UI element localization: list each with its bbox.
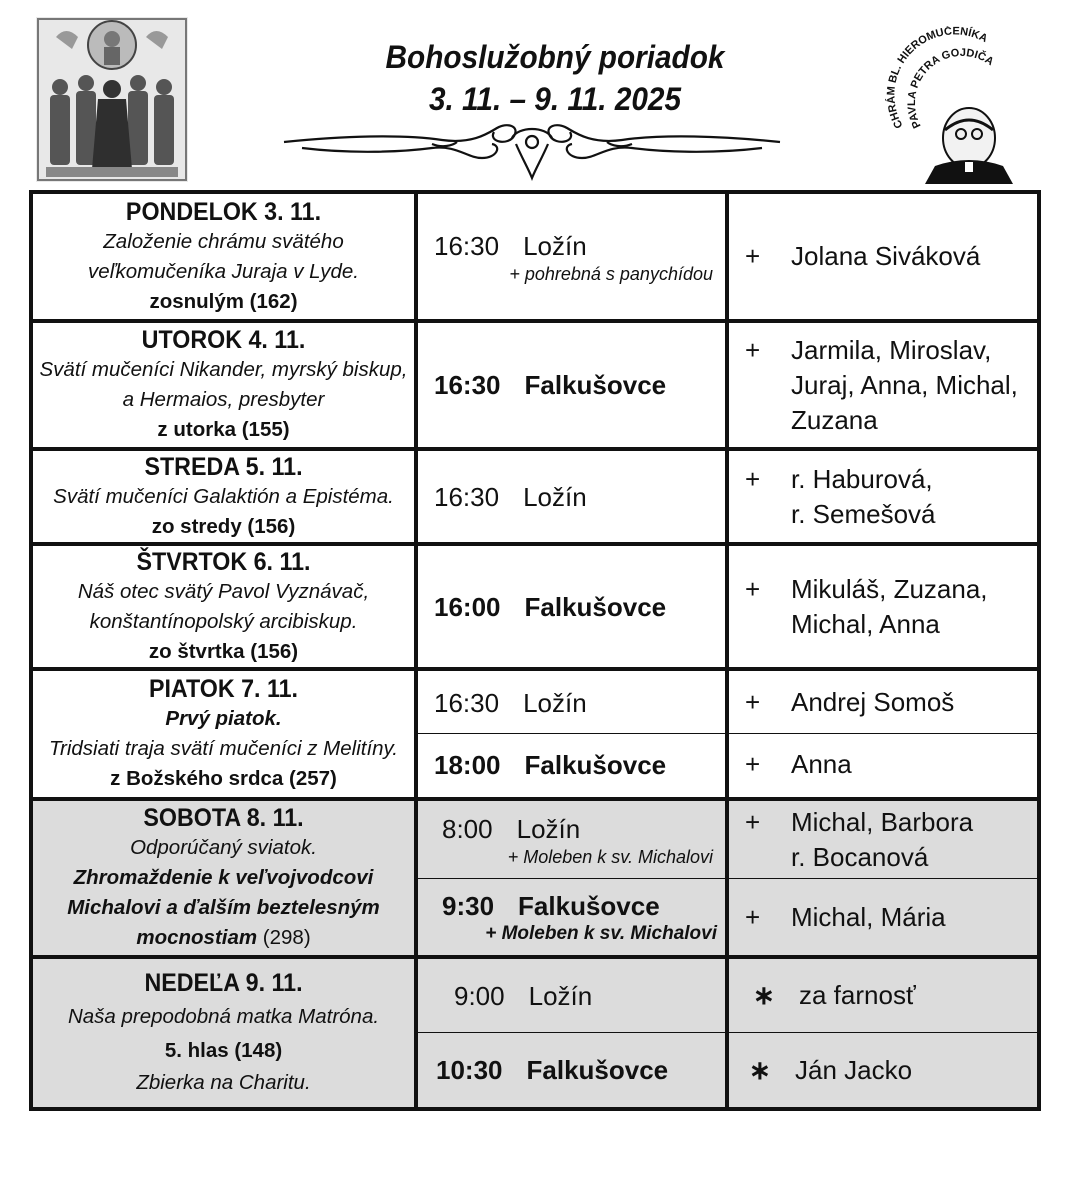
feast-line: Založenie chrámu svätého: [103, 229, 344, 253]
cross-symbol: +: [745, 463, 761, 494]
day-row: [31, 192, 1039, 321]
day-row: [31, 957, 1039, 1109]
feast-line: Naša prepodobná matka Matróna.: [67, 1005, 380, 1028]
service-note: + Moleben k sv. Michalovi: [507, 846, 713, 867]
feast-line: Náš otec svätý Pavol Vyznávač,: [77, 579, 370, 603]
service-time-place: [418, 590, 725, 624]
asterisk-symbol: ∗: [749, 1054, 771, 1085]
flourish-ornament: [282, 118, 782, 182]
intention-names: r. Haburová, r. Semešová: [791, 463, 936, 529]
title-text: Bohoslužobný poriadok: [385, 39, 725, 75]
service-cell: [416, 321, 727, 449]
logo-text-line2: PAVLA PETRA GOJDIČA: [905, 46, 996, 130]
service-time: 9:00: [454, 980, 505, 1011]
intention-names: Jolana Siváková: [791, 241, 981, 271]
page-title: [318, 36, 792, 120]
cross-symbol: +: [745, 806, 761, 837]
intention-names: Ján Jacko: [795, 1054, 913, 1085]
service-time-place: [418, 229, 725, 263]
service-note: + Moleben k sv. Michalovi: [485, 923, 717, 944]
day-row: [31, 449, 1039, 544]
feast-highlight: Michalovi a ďalším beztelesným: [67, 896, 380, 919]
service-place: Ložín: [523, 230, 587, 261]
feast-highlight: [33, 923, 414, 953]
service-time: 18:00: [434, 749, 501, 780]
service-time: 16:30: [434, 481, 500, 512]
service-time-place: [418, 812, 725, 846]
service-time-place: [418, 979, 592, 1013]
service-time: 16:30: [434, 230, 500, 261]
asterisk-symbol: ∗: [753, 980, 775, 1010]
feast-line: Odporúčaný sviatok.: [130, 836, 317, 859]
day-info-cell: [31, 799, 416, 957]
day-heading: SOBOTA 8. 11.: [143, 804, 304, 832]
day-heading: NEDEĽA 9. 11.: [144, 969, 303, 997]
day-info-cell: [31, 192, 416, 321]
service-cell: [416, 544, 727, 669]
ascension-icon-image: [36, 17, 188, 182]
tone-line: (298): [262, 926, 311, 949]
intention-cell: [727, 449, 1039, 544]
collection-note: Zbierka na Charitu.: [136, 1071, 311, 1094]
service-time-place: [418, 889, 725, 923]
tone-line: z Božského srdca (257): [110, 767, 337, 790]
service-time: 8:00: [442, 813, 493, 844]
service-time-place: [418, 480, 725, 514]
intention-names: Michal, Barbora r. Bocanová: [791, 806, 974, 872]
day-info-cell: [31, 669, 416, 799]
service-time-place: [418, 1053, 668, 1087]
schedule-table: [29, 190, 1041, 1111]
day-info-cell: [31, 321, 416, 449]
day-row: [31, 669, 1039, 799]
feast-line: Svätí mučeníci Galaktión a Epistéma.: [53, 484, 394, 508]
logo-text-line1: CHRÁM BL. HIEROMUČENÍKA: [885, 26, 990, 131]
day-heading: STREDA 5. 11.: [144, 452, 303, 481]
service-cell: [416, 449, 727, 544]
service-place: Falkušovce: [524, 591, 667, 622]
intention-cell: [727, 544, 1039, 669]
tone-line: zosnulým (162): [149, 289, 298, 313]
service-place: Falkušovce: [524, 370, 667, 400]
feast-highlight-end: mocnostiam: [136, 926, 258, 949]
service-cell: [416, 669, 727, 799]
intention-cell: [727, 321, 1039, 449]
cross-symbol: +: [745, 901, 761, 932]
service-cell: [416, 957, 727, 1109]
service-place: Ložín: [516, 813, 581, 844]
service-time-place: [418, 686, 587, 720]
church-logo: [885, 26, 1025, 186]
day-heading: PIATOK 7. 11.: [148, 675, 299, 703]
feast-line: veľkomučeníka Juraja v Lyde.: [88, 259, 359, 283]
service-time-place: [418, 748, 666, 782]
intention-cell: [727, 957, 1039, 1109]
intention-cell: [727, 669, 1039, 799]
service-cell: [416, 192, 727, 321]
tone-line: zo stredy (156): [151, 514, 296, 538]
feast-line: konštantínopolský arcibiskup.: [89, 609, 358, 633]
intention-names: Anna: [791, 749, 852, 779]
service-place: Falkušovce: [518, 891, 660, 921]
feast-line: Tridsiati traja svätí mučeníci z Melitíny.: [49, 737, 398, 760]
intention-names: Mikuláš, Zuzana, Michal, Anna: [791, 573, 988, 639]
service-cell: [416, 799, 727, 957]
day-info-cell: [31, 957, 416, 1109]
intention-names: Michal, Mária: [791, 901, 946, 932]
service-place: Ložín: [523, 687, 587, 718]
service-note: + pohrebná s panychídou: [509, 263, 713, 284]
tone-line: z utorka (155): [157, 418, 290, 441]
intention-names: za farnosť: [799, 980, 916, 1010]
cross-symbol: +: [745, 687, 761, 717]
day-info-cell: [31, 544, 416, 669]
day-heading: UTOROK 4. 11.: [141, 326, 306, 354]
intention-cell: [727, 799, 1039, 957]
cross-symbol: +: [745, 573, 761, 604]
cross-symbol: +: [745, 749, 761, 779]
day-heading: PONDELOK 3. 11.: [125, 197, 322, 226]
service-time: 9:30: [442, 891, 495, 921]
day-row: [31, 544, 1039, 669]
service-time: 10:30: [436, 1055, 503, 1085]
date-range: 3. 11. – 9. 11. 2025: [428, 81, 682, 117]
service-time-place: [418, 368, 725, 402]
day-row: [31, 799, 1039, 957]
feast-highlight: Prvý piatok.: [165, 707, 282, 730]
cross-symbol: +: [745, 334, 761, 365]
intention-names: Jarmila, Miroslav, Juraj, Anna, Michal, Zuzana: [791, 334, 1018, 435]
day-heading: ŠTVRTOK 6. 11.: [136, 547, 311, 576]
service-place: Ložín: [523, 481, 587, 512]
tone-line: 5. hlas (148): [164, 1039, 283, 1062]
intention-cell: [727, 192, 1039, 321]
service-place: Falkušovce: [524, 749, 667, 780]
day-row: [31, 321, 1039, 449]
service-time: 16:30: [434, 687, 500, 718]
service-time: 16:00: [434, 591, 501, 622]
service-time: 16:30: [434, 370, 501, 400]
feast-line: Svätí mučeníci Nikander, myrský biskup,: [39, 358, 408, 381]
day-info-cell: [31, 449, 416, 544]
feast-line: a Hermaios, presbyter: [122, 388, 325, 411]
intention-names: Andrej Somoš: [791, 687, 955, 717]
cross-symbol: +: [745, 241, 761, 271]
service-place: Falkušovce: [526, 1055, 669, 1085]
service-place: Ložín: [528, 980, 593, 1011]
feast-highlight: Zhromaždenie k veľvojvodcovi: [73, 866, 374, 889]
tone-line: zo štvrtka (156): [148, 639, 299, 663]
